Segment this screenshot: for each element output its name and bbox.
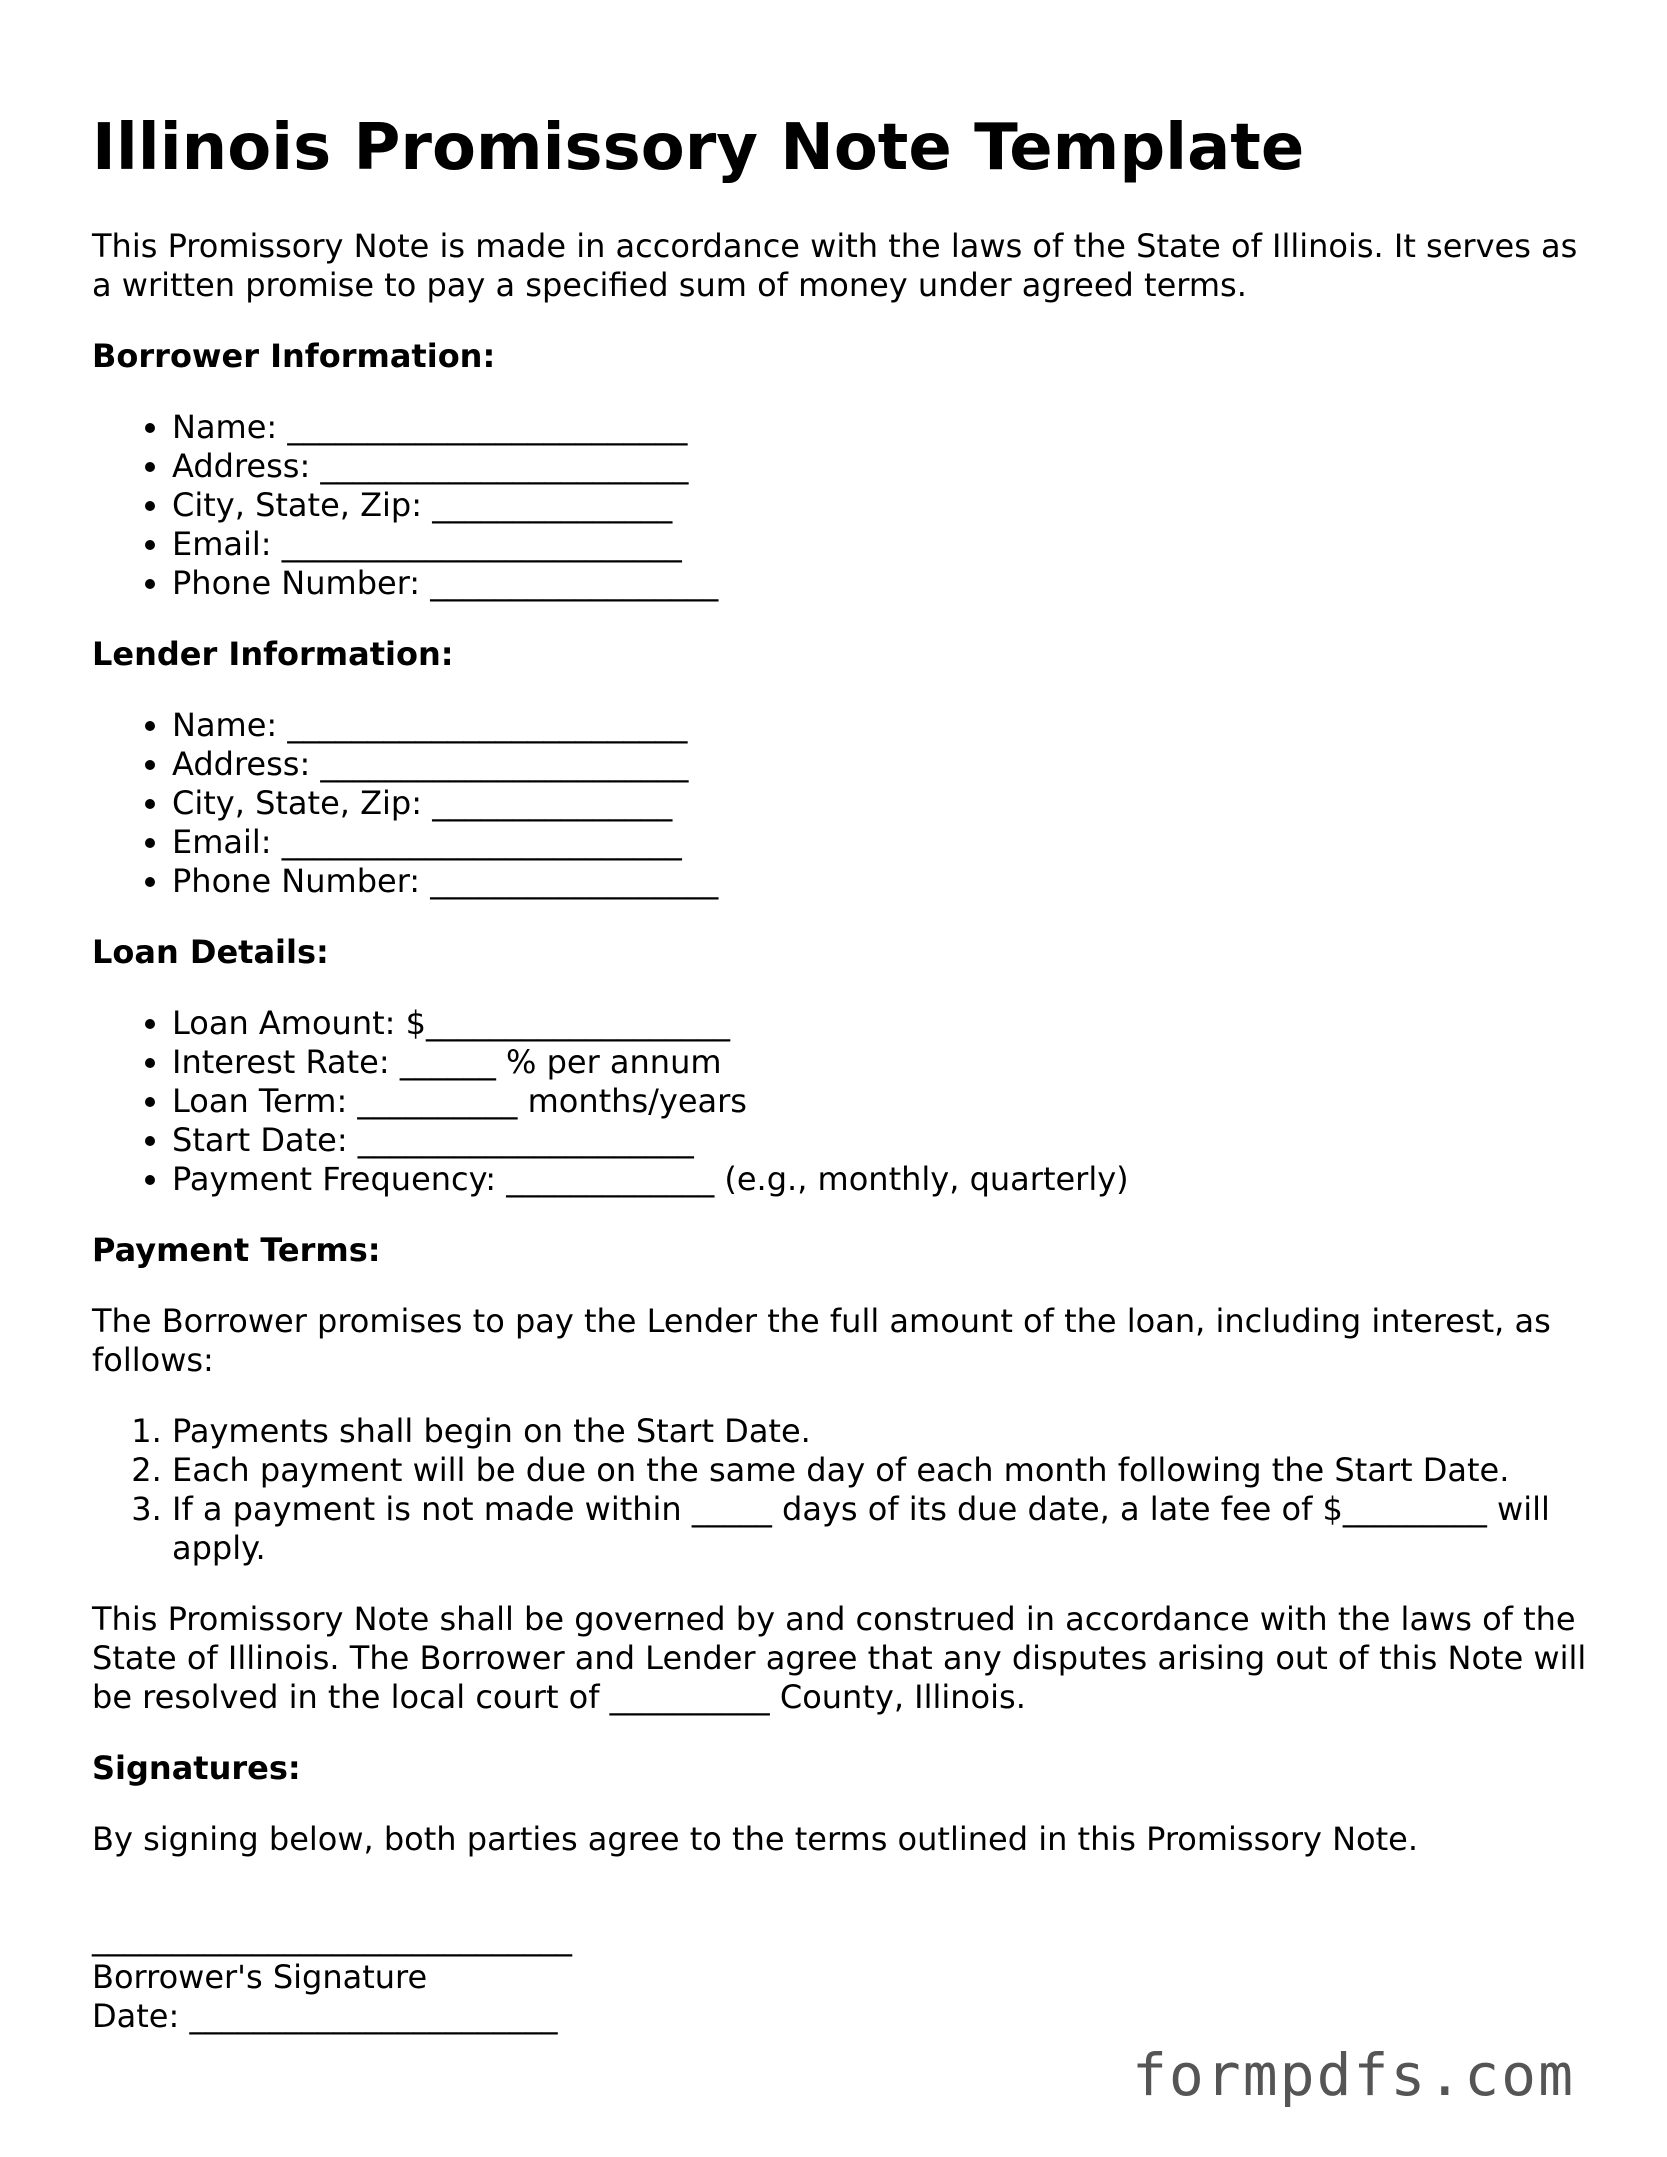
governing-law-paragraph: This Promissory Note shall be governed by and construed in accordance with the laws of the State of Illinois. The Borrower and Lender agree that any disputes arising out of this Note will be resolved in the local court of __________ County, Illinois.: [92, 1599, 1587, 1716]
intro-paragraph: This Promissory Note is made in accordance with the laws of the State of Illinois. It serves as a written promise to pay a specified sum of money under agreed terms.: [92, 226, 1578, 304]
loan-details-heading: Loan Details:: [92, 932, 329, 971]
signature-label: Borrower's Signature: [92, 1957, 428, 1996]
lender-city-state-zip-field: • City, State, Zip: _______________: [172, 784, 1592, 823]
signatures-intro: By signing below, both parties agree to the terms outlined in this Promissory Note.: [92, 1819, 1419, 1858]
borrower-email-field: • Email: _________________________: [172, 525, 1592, 564]
lender-phone-field: • Phone Number: __________________: [172, 862, 1592, 901]
borrower-signature-block: [92, 1919, 1592, 2036]
borrower-address-field: • Address: _______________________: [172, 447, 1592, 486]
signatures-heading: Signatures:: [92, 1748, 301, 1787]
signature-date-field: Date: _______________________: [92, 1996, 558, 2035]
payment-term-item: 3. If a payment is not made within _____ days of its due date, a late fee of $_________ will apply.: [172, 1490, 1592, 1568]
interest-rate-field: • Interest Rate: ______ % per annum: [172, 1043, 1592, 1082]
lender-list: [92, 706, 1592, 901]
lender-heading: Lender Information:: [92, 634, 454, 673]
borrower-city-state-zip-field: • City, State, Zip: _______________: [172, 486, 1592, 525]
borrower-heading: Borrower Information:: [92, 336, 496, 375]
signature-line: ______________________________: [92, 1918, 572, 1957]
payment-term-item: 1. Payments shall begin on the Start Date.: [172, 1412, 1592, 1451]
document-page: [92, 110, 1592, 2036]
loan-term-field: • Loan Term: __________ months/years: [172, 1082, 1592, 1121]
payment-frequency-field: • Payment Frequency: _____________ (e.g., monthly, quarterly): [172, 1160, 1592, 1199]
loan-details-list: [92, 1004, 1592, 1199]
watermark: formpdfs.com: [1131, 2041, 1575, 2109]
start-date-field: • Start Date: _____________________: [172, 1121, 1592, 1160]
payment-terms-heading: Payment Terms:: [92, 1230, 381, 1269]
lender-address-field: • Address: _______________________: [172, 745, 1592, 784]
payment-terms-list: [92, 1412, 1592, 1568]
borrower-name-field: • Name: _________________________: [172, 408, 1592, 447]
loan-amount-field: • Loan Amount: $___________________: [172, 1004, 1592, 1043]
payment-term-item: 2. Each payment will be due on the same day of each month following the Start Date.: [172, 1451, 1592, 1490]
lender-email-field: • Email: _________________________: [172, 823, 1592, 862]
document-title: Illinois Promissory Note Template: [92, 111, 1305, 185]
borrower-phone-field: • Phone Number: __________________: [172, 564, 1592, 603]
payment-terms-intro: The Borrower promises to pay the Lender the full amount of the loan, including interest, as follows:: [92, 1301, 1551, 1379]
lender-name-field: • Name: _________________________: [172, 706, 1592, 745]
borrower-list: [92, 408, 1592, 603]
